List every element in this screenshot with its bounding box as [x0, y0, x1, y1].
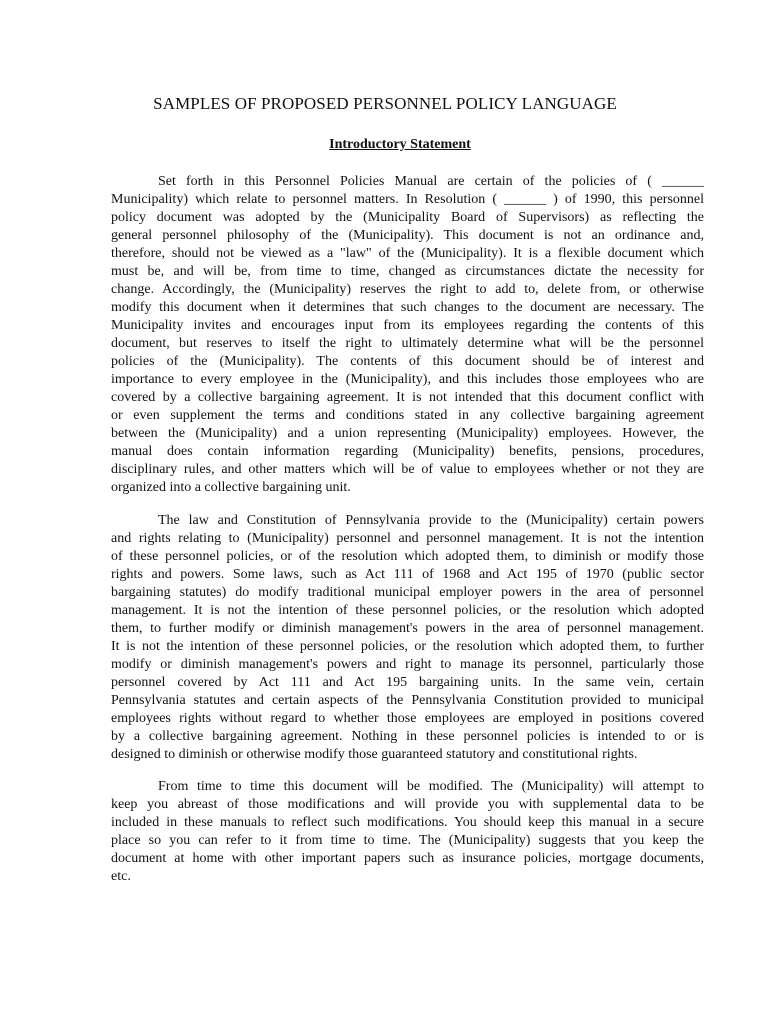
paragraph-line: included in these manuals to reflect such modifications. You should keep this manual in a secure	[111, 815, 704, 830]
paragraph-line: between the (Municipality) and a union representing (Municipality) employees. However, the	[111, 426, 704, 441]
paragraph-line: designed to diminish or otherwise modify those guaranteed statutory and constitutional rights.	[111, 747, 638, 762]
paragraph-line: Municipality invites and encourages input from its employees regarding the contents of this	[111, 318, 704, 333]
paragraph-line: of these personnel policies, or of the resolution which adopted them, to diminish or modify those	[111, 549, 704, 564]
paragraph-line: rights and powers. Some laws, such as Act 111 of 1968 and Act 195 of 1970 (public sector	[111, 567, 704, 582]
paragraph-modifications	[111, 778, 704, 886]
paragraph-line: document, but reserves to itself the right to ultimately determine what will be the personnel	[111, 336, 704, 351]
paragraph-line: bargaining statutes) do modify traditional municipal employer powers in the area of personnel	[111, 585, 704, 600]
paragraph-line: modify or diminish management's powers and right to manage its personnel, particularly those	[111, 657, 704, 672]
paragraph-line: policies of the (Municipality). The contents of this document should be of interest and	[111, 354, 704, 369]
paragraph-line: importance to every employee in the (Municipality), and this includes those employees who are	[111, 372, 704, 387]
paragraph-line: personnel covered by Act 111 and Act 195 bargaining units. In the same vein, certain	[111, 675, 704, 690]
paragraph-line: document at home with other important papers such as insurance policies, mortgage documents,	[111, 851, 704, 866]
paragraph-line: organized into a collective bargaining unit.	[111, 480, 351, 495]
paragraph-line: It is not the intention of these personnel policies, or the resolution which adopted them, to further	[111, 639, 704, 654]
paragraph-line: management. It is not the intention of these personnel policies, or the resolution which adopted	[111, 603, 704, 618]
paragraph-line: or even supplement the terms and conditions stated in any collective bargaining agreement	[111, 408, 704, 423]
paragraph-law-constitution	[111, 512, 704, 764]
document-title: SAMPLES OF PROPOSED PERSONNEL POLICY LANGUAGE	[153, 94, 617, 113]
paragraph-introduction	[111, 173, 704, 497]
paragraph-line: by a collective bargaining agreement. Nothing in these personnel policies is intended to or is	[111, 729, 704, 744]
paragraph-line: The law and Constitution of Pennsylvania provide to the (Municipality) certain powers	[158, 513, 704, 528]
paragraph-line: manual does contain information regarding (Municipality) benefits, pensions, procedures,	[111, 444, 704, 459]
paragraph-line: place so you can refer to it from time to time. The (Municipality) suggests that you keep the	[111, 833, 704, 848]
paragraph-line: modify this document when it determines that such changes to the document are necessary. The	[111, 300, 704, 315]
paragraph-line: Pennsylvania statutes and certain aspects of the Pennsylvania Constitution provided to municipal	[111, 693, 704, 708]
paragraph-line: etc.	[111, 869, 131, 884]
paragraph-line: covered by a collective bargaining agreement. It is not intended that this document conflict with	[111, 390, 704, 405]
paragraph-line: keep you abreast of those modifications and will provide you with supplemental data to be	[111, 797, 704, 812]
paragraph-line: Municipality) which relate to personnel matters. In Resolution ( ______ ) of 1990, this personnel	[111, 192, 704, 207]
paragraph-line: employees rights without regard to whether those employees are employed in positions covered	[111, 711, 704, 726]
paragraph-line: therefore, should not be viewed as a "law" of the (Municipality). It is a flexible document which	[111, 246, 704, 261]
paragraph-line: policy document was adopted by the (Municipality Board of Supervisors) as reflecting the	[111, 210, 704, 225]
paragraph-line: Set forth in this Personnel Policies Manual are certain of the policies of ( ______	[158, 174, 704, 189]
paragraph-line: general personnel philosophy of the (Municipality). This document is not an ordinance and,	[111, 228, 704, 243]
paragraph-line: change. Accordingly, the (Municipality) reserves the right to add to, delete from, or otherwise	[111, 282, 704, 297]
paragraph-line: them, to further modify or diminish management's powers in the area of personnel management.	[111, 621, 704, 636]
section-heading: Introductory Statement	[329, 137, 471, 152]
paragraph-line: and rights relating to (Municipality) personnel and personnel management. It is not the intention	[111, 531, 704, 546]
paragraph-line: disciplinary rules, and other matters which will be of value to employees whether or not they are	[111, 462, 704, 477]
paragraph-line: must be, and will be, from time to time, changed as circumstances dictate the necessity for	[111, 264, 704, 279]
paragraph-line: From time to time this document will be modified. The (Municipality) will attempt to	[158, 779, 704, 794]
